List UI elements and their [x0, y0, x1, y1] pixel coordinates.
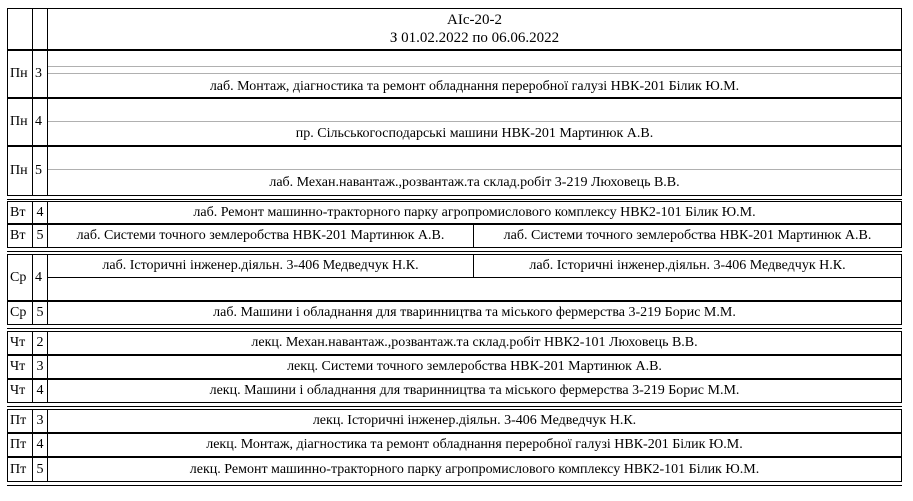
pair-number: 3 — [36, 413, 44, 428]
lesson-cell — [47, 379, 902, 403]
pair-cell — [32, 50, 48, 98]
lesson-cell — [47, 433, 902, 457]
pair-number: 3 — [36, 359, 44, 374]
day-cell — [7, 201, 33, 224]
lesson-cell-subgroup-2 — [474, 255, 901, 278]
day-cell — [7, 409, 33, 433]
pair-number: 4 — [36, 204, 44, 220]
day-cell — [7, 50, 33, 98]
day-cell — [7, 146, 33, 196]
lesson-text: лаб. Історичні інженер.діяльн. 3-406 Медведчук Н.К. — [529, 258, 846, 273]
lesson-text: лекц. Ремонт машинно-тракторного парку агропромислового комплексу НВК2-101 Білик Ю.М. — [189, 461, 760, 477]
lesson-cell — [47, 457, 902, 482]
lesson-text: лаб. Монтаж, діагностика та ремонт обладнання переробної галузі НВК-201 Білик Ю.М. — [209, 79, 740, 94]
pair-cell — [32, 254, 48, 301]
pair-number: 4 — [36, 437, 44, 452]
lesson-text: лаб. Історичні інженер.діяльн. 3-406 Медведчук Н.К. — [102, 258, 419, 273]
day-label: Пн — [10, 114, 28, 129]
day-separator — [7, 199, 902, 200]
day-separator — [7, 406, 902, 407]
day-separator — [7, 485, 902, 486]
lesson-text: лекц. Машини і обладнання для тваринництва та міського фермерства 3-219 Борис М.М. — [209, 383, 740, 398]
lesson-cell — [47, 201, 902, 224]
schedule-header — [47, 8, 902, 50]
day-cell — [7, 433, 33, 457]
lesson-text: лекц. Механ.навантаж.,розвантаж.та склад.робіт НВК2-101 Люховець В.В. — [251, 335, 698, 350]
day-label: Ср — [10, 269, 27, 285]
lesson-cell-subgroup-2 — [473, 224, 902, 248]
day-label: Вт — [10, 228, 26, 243]
subrow-divider — [48, 169, 901, 170]
pair-cell — [32, 98, 48, 146]
day-cell — [7, 254, 33, 301]
corner-pair-cell — [32, 8, 48, 50]
lesson-cell — [47, 331, 902, 355]
day-cell — [7, 379, 33, 403]
lesson-cell — [47, 301, 902, 325]
lesson-cell — [47, 50, 902, 98]
pair-cell — [32, 355, 48, 379]
lesson-cell-subgroup-1 — [47, 224, 474, 248]
pair-cell — [32, 146, 48, 196]
day-label: Пн — [10, 163, 28, 178]
pair-cell — [32, 409, 48, 433]
lesson-text: лаб. Системи точного землеробства НВК-201 Мартинюк А.В. — [76, 228, 445, 243]
day-label: Пт — [10, 461, 27, 477]
day-cell — [7, 355, 33, 379]
lesson-text: лаб. Ремонт машинно-тракторного парку агропромислового комплексу НВК2-101 Білик Ю.М. — [193, 204, 756, 220]
subrow-divider — [48, 73, 901, 74]
lesson-cell — [47, 355, 902, 379]
lesson-cell — [47, 409, 902, 433]
day-label: Ср — [10, 305, 27, 320]
day-cell — [7, 224, 33, 248]
lesson-text: лаб. Машини і обладнання для тваринництва та міського фермерства 3-219 Борис М.М. — [213, 305, 736, 320]
day-cell — [7, 301, 33, 325]
pair-number: 4 — [35, 269, 42, 285]
corner-day-cell — [7, 8, 33, 50]
period-range: З 01.02.2022 по 06.06.2022 — [389, 30, 560, 46]
pair-cell — [32, 201, 48, 224]
lesson-text: лаб. Механ.навантаж.,розвантаж.та склад.робіт 3-219 Люховець В.В. — [269, 175, 680, 190]
day-label: Чт — [10, 335, 26, 350]
lesson-text: лаб. Системи точного землеробства НВК-201 Мартинюк А.В. — [503, 228, 872, 243]
pair-cell — [32, 433, 48, 457]
day-separator — [7, 328, 902, 329]
pair-number: 4 — [35, 114, 42, 129]
subrow-divider — [48, 66, 901, 67]
lesson-cell-subgroup-1 — [48, 255, 474, 278]
pair-number: 5 — [35, 163, 42, 178]
day-cell — [7, 457, 33, 482]
pair-cell — [32, 457, 48, 482]
day-label: Пт — [10, 437, 27, 452]
pair-number: 5 — [36, 228, 44, 243]
day-label: Пн — [10, 66, 28, 81]
pair-cell — [32, 331, 48, 355]
lesson-text: лекц. Системи точного землеробства НВК-201 Мартинюк А.В. — [287, 359, 662, 374]
lesson-text: пр. Сільськогосподарські машини НВК-201 Мартинюк А.В. — [295, 126, 654, 141]
day-label: Чт — [10, 359, 26, 374]
day-cell — [7, 331, 33, 355]
day-separator — [7, 251, 902, 252]
lesson-cell — [47, 98, 902, 146]
pair-cell — [32, 301, 48, 325]
subrow-divider — [48, 121, 901, 122]
group-name: АІс-20-2 — [447, 12, 502, 28]
pair-number: 2 — [36, 335, 44, 350]
pair-number: 4 — [36, 383, 44, 398]
lesson-cell — [47, 254, 902, 301]
pair-cell — [32, 224, 48, 248]
lesson-text: лекц. Історичні інженер.діяльн. 3-406 Медведчук Н.К. — [312, 413, 637, 428]
pair-number: 5 — [36, 305, 44, 320]
lesson-text: лекц. Монтаж, діагностика та ремонт обладнання переробної галузі НВК-201 Білик Ю.М. — [206, 437, 743, 452]
day-cell — [7, 98, 33, 146]
pair-number: 5 — [36, 461, 44, 477]
day-label: Пт — [10, 413, 27, 428]
day-label: Чт — [10, 383, 26, 398]
day-label: Вт — [10, 204, 26, 220]
pair-number: 3 — [35, 66, 42, 81]
pair-cell — [32, 379, 48, 403]
lesson-cell — [47, 146, 902, 196]
